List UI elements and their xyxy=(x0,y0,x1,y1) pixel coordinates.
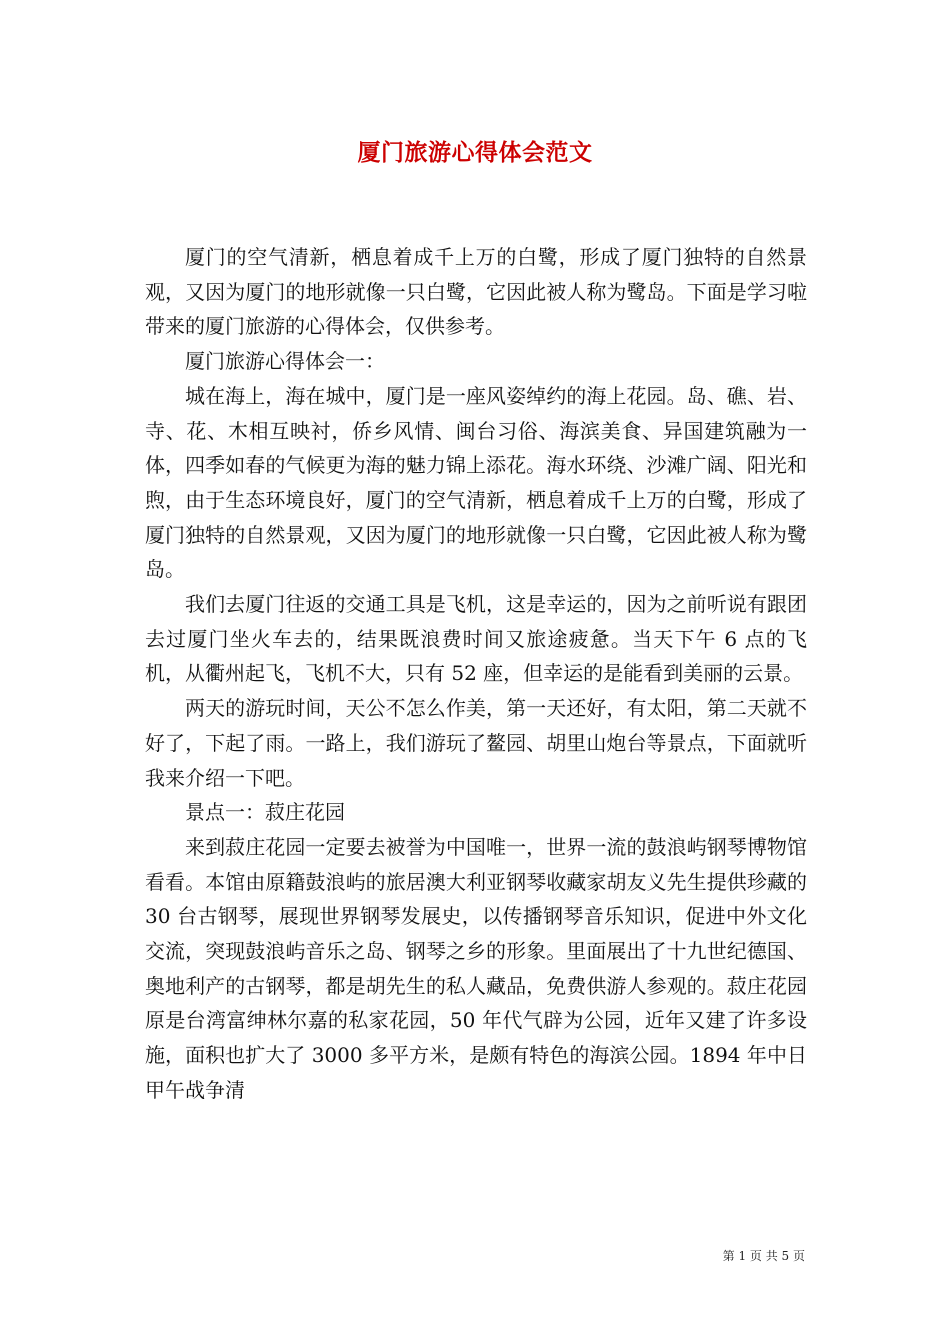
page-number: 第 1 页 共 5 页 xyxy=(722,1249,805,1263)
body-paragraph: 我们去厦门往返的交通工具是飞机，这是幸运的，因为之前听说有跟团去过厦门坐火车去的，结果既浪费时间又旅途疲惫。当天下午 6 点的飞机，从衢州起飞，飞机不大，只有 52 座，但幸运的是能看到美丽的云景。 xyxy=(145,592,807,686)
spot-heading: 景点一：菽庄花园 xyxy=(185,800,345,825)
body-paragraph: 两天的游玩时间，天公不怎么作美，第一天还好，有太阳，第二天就不好了，下起了雨。一路上，我们游玩了鳌园、胡里山炮台等景点，下面就听我来介绍一下吧。 xyxy=(145,696,807,790)
intro-paragraph: 厦门的空气清新，栖息着成千上万的白鹭，形成了厦门独特的自然景观，又因为厦门的地形就像一只白鹭，它因此被人称为鹭岛。下面是学习啦带来的厦门旅游的心得体会，仅供参考。 xyxy=(145,245,807,339)
document-title: 厦门旅游心得体会范文 xyxy=(357,139,593,166)
document-body xyxy=(145,240,807,1108)
body-paragraph: 城在海上，海在城中，厦门是一座风姿绰约的海上花园。岛、礁、岩、寺、花、木相互映衬，侨乡风情、闽台习俗、海滨美食、异国建筑融为一体，四季如春的气候更为海的魅力锦上添花。海水环绕、沙滩广阔、阳光和煦，由于生态环境良好，厦门的空气清新，栖息着成千上万的白鹭，形成了厦门独特的自然景观，又因为厦门的地形就像一只白鹭，它因此被人称为鹭岛。 xyxy=(145,383,807,582)
section-heading-one: 厦门旅游心得体会一： xyxy=(185,349,385,374)
body-paragraph: 来到菽庄花园一定要去被誉为中国唯一，世界一流的鼓浪屿钢琴博物馆看看。本馆由原籍鼓浪屿的旅居澳大利亚钢琴收藏家胡友义先生提供珍藏的 30 台古钢琴，展现世界钢琴发展史，以传播钢琴音乐知识，促进中外文化交流，突现鼓浪屿音乐之岛、钢琴之乡的形象。里面展出了十九世纪德国、奥地利产的古钢琴，都是胡先生的私人藏品，免费供游人参观的。菽庄花园原是台湾富绅林尔嘉的私家花园，50 年代气辟为公园，近年又建了许多设施，面积也扩大了 3000 多平方米，是颇有特色的海滨公园。1894 年中日甲午战争清 xyxy=(145,834,807,1102)
